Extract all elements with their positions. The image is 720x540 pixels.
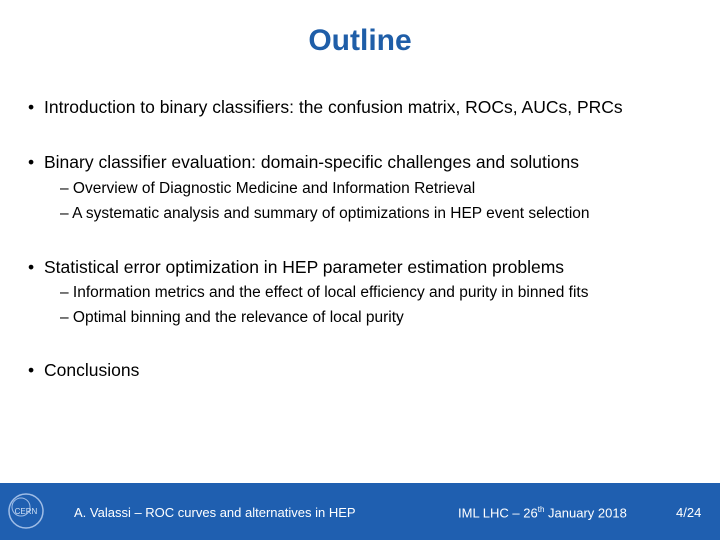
bullet-conclusions [28, 360, 139, 381]
bullet-dot: • [28, 360, 35, 380]
sub-bullet-optimal-binning: – Optimal binning and the relevance of local purity [60, 309, 404, 326]
footer-event-suffix: January 2018 [544, 505, 627, 521]
bullet-statistical-error-optimization [28, 257, 564, 278]
bullet-text: Conclusions [44, 360, 140, 380]
sub-bullet-information-metrics: – Information metrics and the effect of local efficiency and purity in binned fits [60, 284, 589, 301]
footer-bar [0, 483, 720, 540]
bullet-text: Statistical error optimization in HEP parameter estimation problems [44, 257, 565, 277]
sub-bullet-diagnostic-medicine: – Overview of Diagnostic Medicine and Information Retrieval [60, 180, 476, 197]
footer-event-prefix: IML LHC – 26 [458, 505, 538, 521]
cern-logo-text: CERN [14, 507, 38, 516]
bullet-dot: • [28, 97, 35, 117]
footer-event [458, 505, 627, 520]
footer-page-number: 4/24 [676, 505, 702, 520]
bullet-text: Binary classifier evaluation: domain-specific challenges and solutions [44, 152, 580, 172]
bullet-introduction [28, 97, 623, 118]
bullet-dot: • [28, 257, 35, 277]
bullet-binary-classifier-evaluation [28, 152, 579, 173]
cern-logo-icon [6, 491, 46, 531]
bullet-text: Introduction to binary classifiers: the confusion matrix, ROCs, AUCs, PRCs [44, 97, 623, 117]
footer-author: A. Valassi – ROC curves and alternatives in HEP [74, 505, 356, 520]
bullet-dot: • [28, 152, 35, 172]
sub-bullet-hep-event-selection: – A systematic analysis and summary of optimizations in HEP event selection [60, 205, 590, 222]
slide-title: Outline [308, 24, 412, 57]
footer-event-sup: th [537, 505, 545, 514]
